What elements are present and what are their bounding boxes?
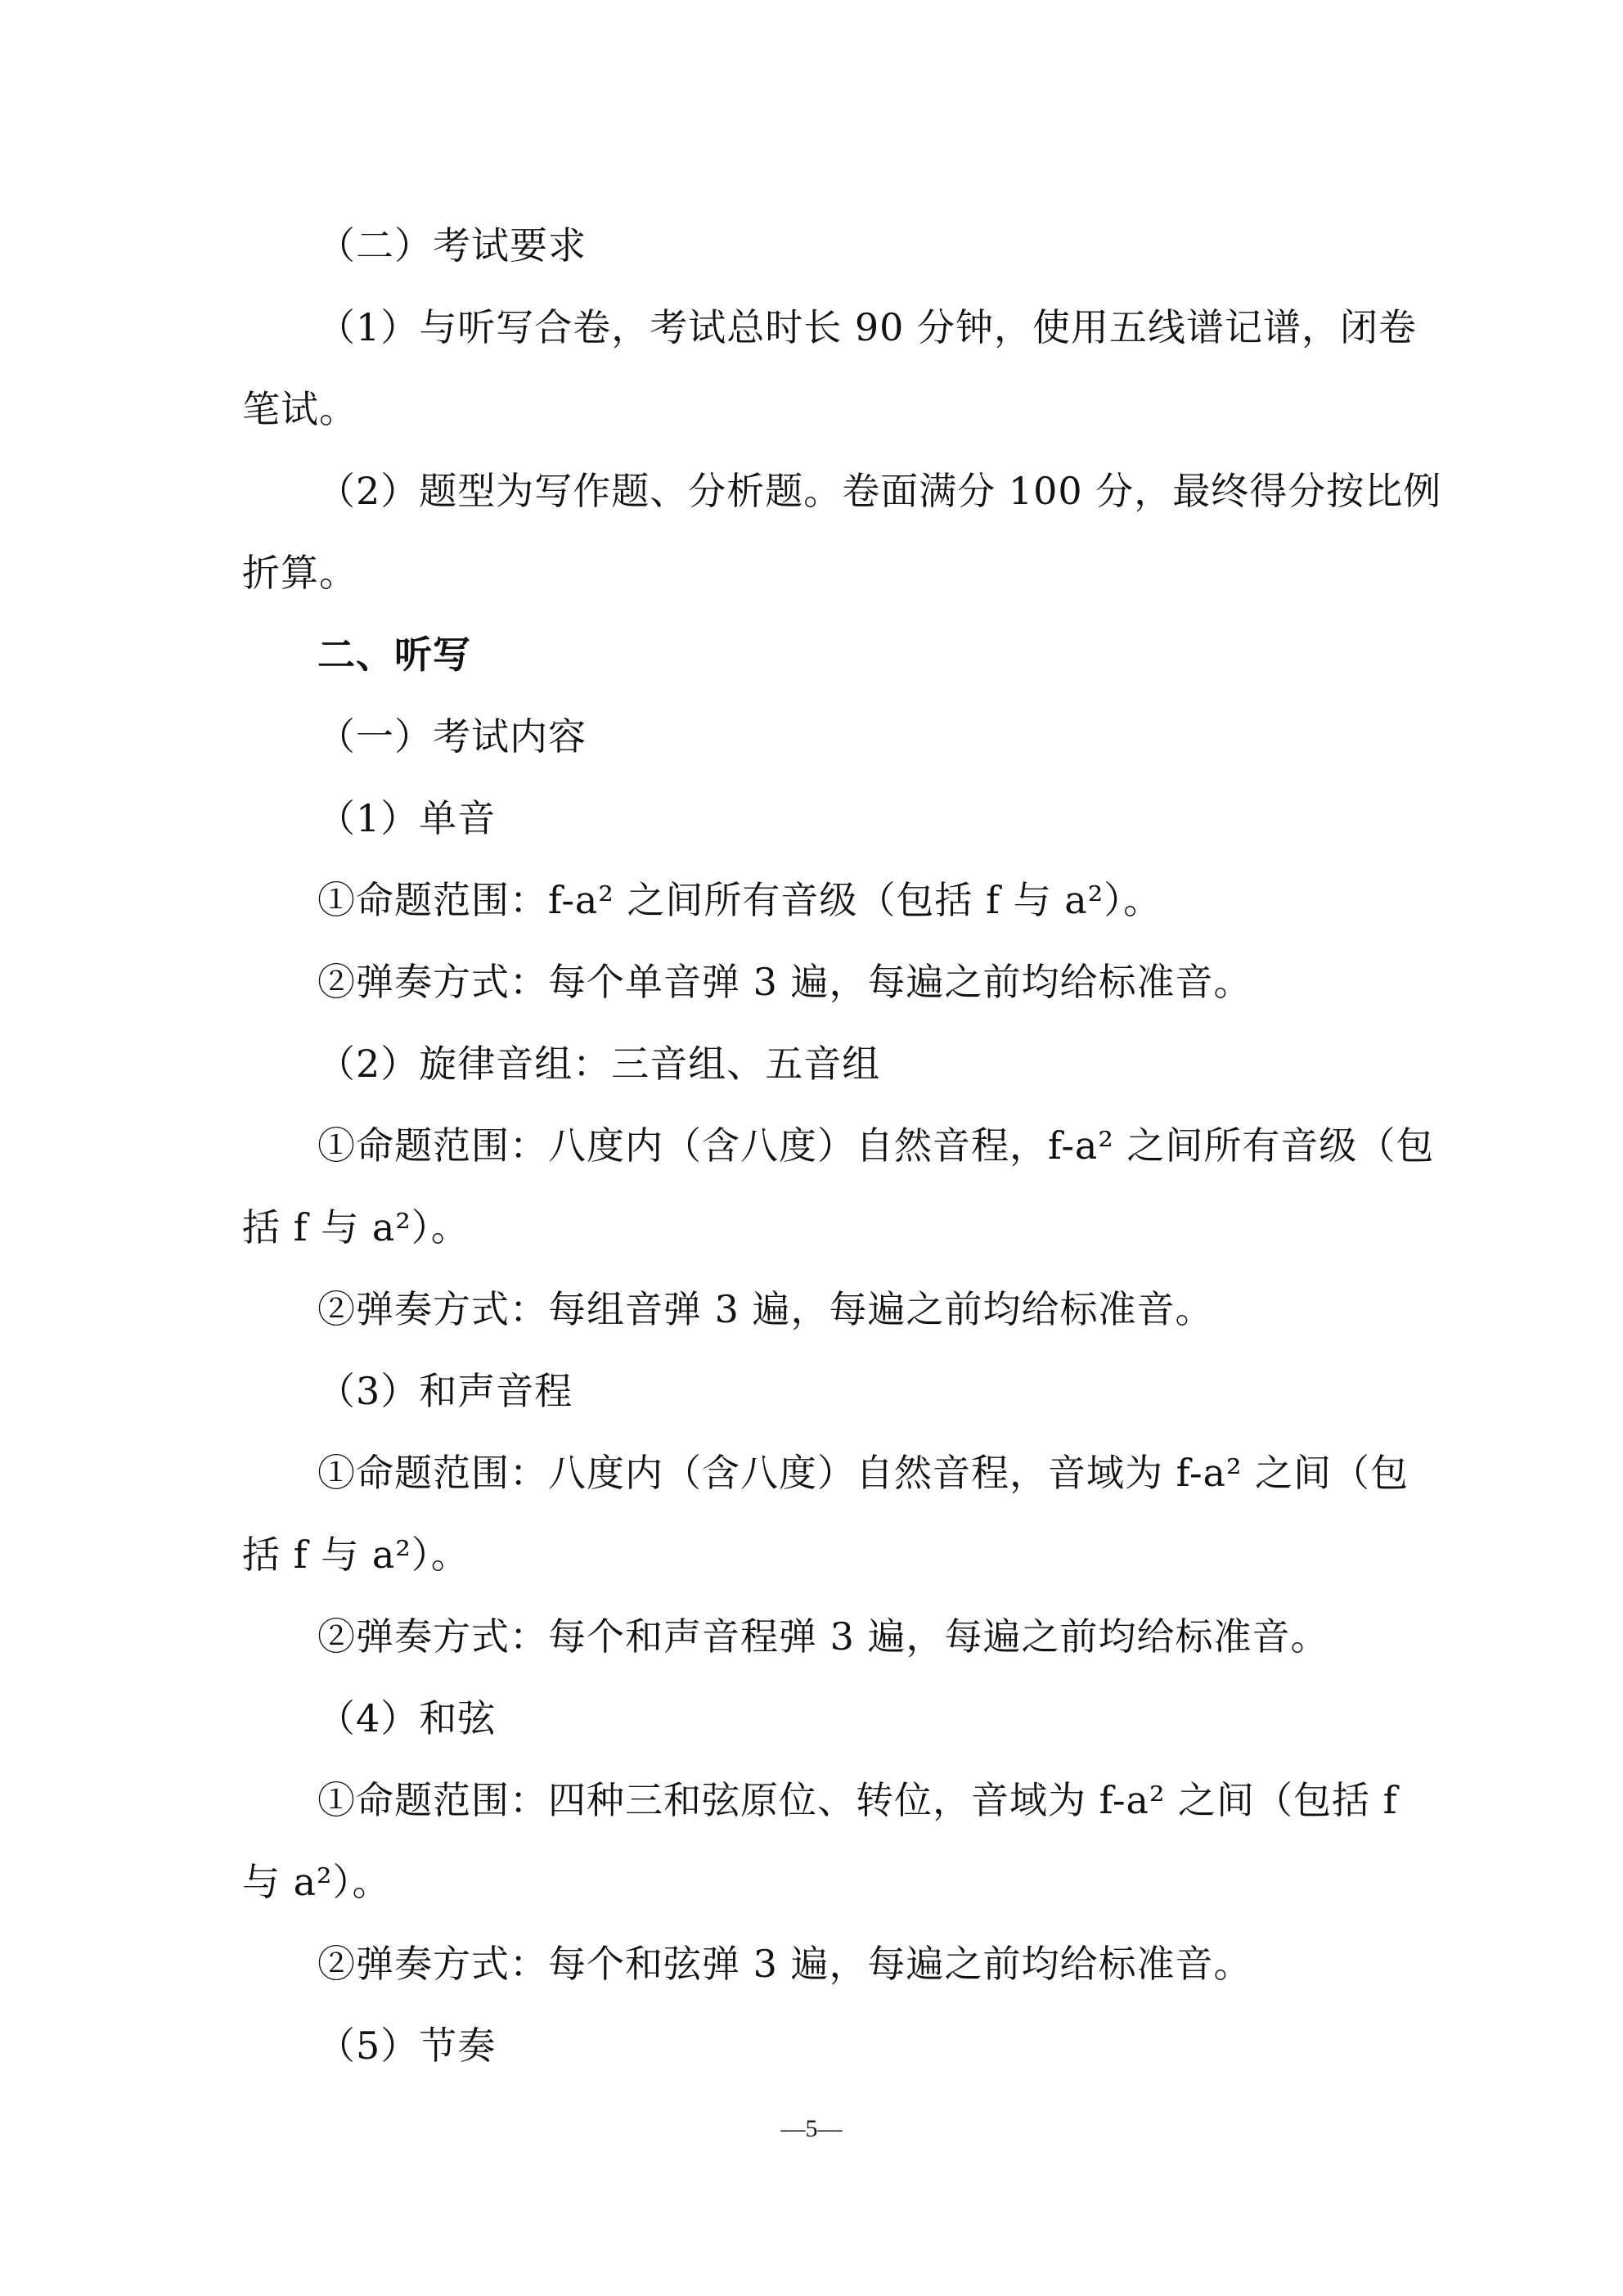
item-heading-rhythm: （5）节奏 xyxy=(317,2024,497,2068)
paragraph-line: 括 f 与 a²）。 xyxy=(242,1205,470,1249)
paragraph-line: ②弹奏方式：每个和弦弹 3 遍，每遍之前均给标准音。 xyxy=(317,1942,1252,1986)
paragraph-line: （2）题型为写作题、分析题。卷面满分 100 分，最终得分按比例 xyxy=(317,469,1442,513)
paragraph-line: ①命题范围：f-a² 之间所有音级（包括 f 与 a²）。 xyxy=(317,878,1162,922)
paragraph-line: 笔试。 xyxy=(242,387,357,431)
paragraph-line: 与 a²）。 xyxy=(242,1860,391,1904)
item-heading-single-note: （1）单音 xyxy=(317,796,497,840)
item-heading-chord: （4）和弦 xyxy=(317,1696,497,1740)
paragraph-line: ①命题范围：八度内（含八度）自然音程，f-a² 之间所有音级（包 xyxy=(317,1123,1435,1168)
paragraph-line: ②弹奏方式：每个单音弹 3 遍，每遍之前均给标准音。 xyxy=(317,960,1252,1004)
paragraph-line: （1）与听写合卷，考试总时长 90 分钟，使用五线谱记谱，闭卷 xyxy=(317,305,1418,349)
page-number: —5— xyxy=(780,2115,843,2142)
paragraph-line: ②弹奏方式：每组音弹 3 遍，每遍之前均给标准音。 xyxy=(317,1287,1214,1331)
section-heading-dictation: 二、听写 xyxy=(317,633,471,677)
subsection-heading-exam-content: （一）考试内容 xyxy=(317,714,587,759)
paragraph-line: 折算。 xyxy=(242,551,357,595)
paragraph-line: 括 f 与 a²）。 xyxy=(242,1533,470,1577)
item-heading-harmonic-interval: （3）和声音程 xyxy=(317,1369,573,1413)
item-heading-melodic-group: （2）旋律音组：三音组、五音组 xyxy=(317,1042,881,1086)
paragraph-line: ①命题范围：八度内（含八度）自然音程，音域为 f-a² 之间（包 xyxy=(317,1451,1409,1495)
document-body xyxy=(242,205,1442,2087)
paragraph-line: ②弹奏方式：每个和声音程弹 3 遍，每遍之前均给标准音。 xyxy=(317,1614,1329,1659)
subsection-heading-exam-requirements: （二）考试要求 xyxy=(317,223,587,268)
paragraph-line: ①命题范围：四种三和弦原位、转位，音域为 f-a² 之间（包括 f xyxy=(317,1778,1398,1822)
